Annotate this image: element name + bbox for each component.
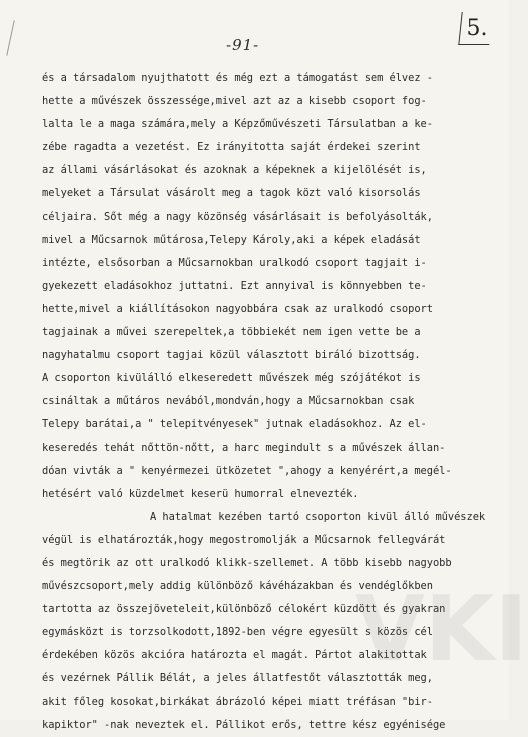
text-line: akit főleg kosokat,birkákat ábrázoló képei miatt tréfásan "bir- [42,695,433,708]
text-line: keseredés tehát nőttön-nőtt, a harc megindult s a művészek állan- [42,441,446,454]
text-line: hetésért való küzdelmet keserü humorral elnevezték. [42,487,359,500]
text-line: és a társadalom nyujthatott és még ezt a támogatást sem élvez - [42,72,433,84]
margin-pencil-mark [6,20,14,55]
page-number: -91- [226,36,260,54]
text-line: tagjainak a művei szerepeltek,a többiekét nem igen vette be a [42,326,421,339]
text-line: végül is elhatározták,hogy megostromolják a Műcsarnok fellegvárát [42,533,446,546]
text-line: és megtörik az ott uralkodó klikk-szellemet. A több kisebb nagyobb [42,556,452,569]
folio-number: 5. [466,16,488,41]
text-line: kapiktor" -nak neveztek el. Pállikot erős, tettre kész egyénisége [42,718,446,731]
text-line: művészcsoport,mely addig különböző kávéházakban és vendéglőkben [42,580,433,593]
text-line: az állami vásárlásokat és azoknak a képeknek a kijelölését is, [42,164,427,177]
text-line: céljaira. Sőt még a nagy közönség vásárlásait is befolyásolták, [42,210,433,223]
text-line: A csoporton kivülálló elkeseredett művészek még szójátékot is [42,372,421,385]
text-line: lalta le a maga számára,mely a Képzőművészeti Társulatban a ke- [42,118,433,131]
text-line: mivel a Műcsarnok műtárosa,Telepy Károly,aki a képek eladását [42,233,421,246]
text-line: tartotta az összejöveteleit,különböző célokért küzdött és gyakran [42,603,446,616]
text-line: zébe ragadta a vezetést. Ez irányitotta saját érdekei szerint [42,141,421,154]
text-line: és vezérnek Pállik Bélát, a jeles állatfestőt választották meg, [42,672,433,685]
text-line: nagyhatalmu csoport tagjai közül választott biráló bizottság. [42,349,421,362]
archive-watermark: VKI [355,577,528,682]
text-line: hette a művészek összessége,mivel azt az a kisebb csoport fog- [42,95,427,108]
text-line: csináltak a műtáros nevából,mondván,hogy a Műcsarnokban csak [42,395,415,408]
text-line: intézte, elsősorban a Műcsarnokban uralkodó csoport tagjait i- [42,256,427,269]
text-line: gyekezett eladásokhoz juttatni. Ezt annyival is könnyebben te- [42,279,427,292]
text-line: dóan vivták a " kenyérmezei ütközetet ",ahogy a kenyérért,a megél- [42,464,452,477]
text-line: érdekében közös akcióra határozta el magát. Pártot alakitottak [42,649,427,662]
text-line: Telepy barátai,a " telepitvényesek" jutnak eladásokhoz. Az el- [42,418,427,431]
text-line: melyeket a Társulat vásárolt meg a tagok közt való kisorsolás [42,187,421,200]
text-line: hette,mivel a kiállításokon nagyobbára csak az uralkodó csoport [42,302,433,315]
text-line: A hatalmat kezében tartó csoporton kivül álló művészek [150,510,486,523]
text-line: egymásközt is torzsolkodott,1892-ben végre egyesült s közös cél [42,626,433,639]
